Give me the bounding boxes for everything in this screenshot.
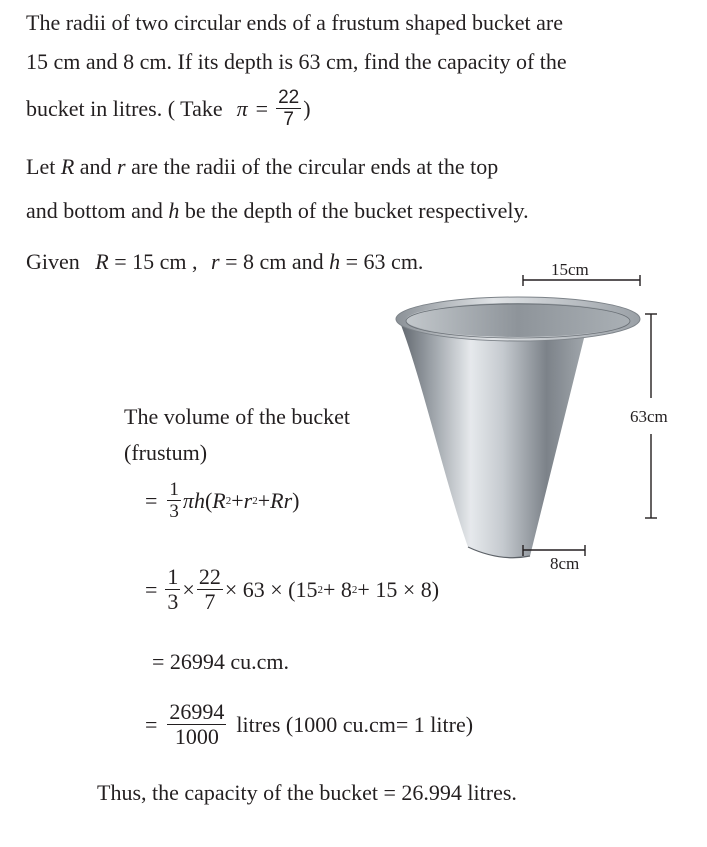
var-r: r (117, 154, 126, 179)
formula-fraction-num: 1 (169, 479, 179, 500)
problem-line-1: The radii of two circular ends of a frustum shaped bucket are (26, 10, 563, 35)
formula-fraction (167, 480, 181, 521)
label-15cm: 15cm (551, 260, 589, 279)
label-8cm: 8cm (550, 554, 580, 573)
litres-eq: = (145, 711, 158, 737)
subst-times: × (182, 576, 195, 602)
formula-close: ) (292, 487, 300, 513)
given-R-val: = 15 cm , (108, 249, 198, 274)
and-line-p1: and bottom and (26, 198, 169, 223)
let-line (26, 154, 498, 180)
subst-fraction-1-den: 3 (167, 589, 179, 614)
volume-label-1: The volume of the bucket (124, 404, 351, 429)
problem-line-3-text: bucket in litres. ( Take (26, 95, 223, 121)
problem-line-2: 15 cm and 8 cm. If its depth is 63 cm, find the capacity of the (26, 49, 567, 74)
pi-symbol: π (236, 95, 248, 121)
formula-R: R (212, 487, 226, 513)
subst-fraction-2-num: 22 (198, 564, 221, 589)
given-R: R (95, 249, 109, 274)
formula-r: r (243, 487, 253, 513)
bucket-shape (396, 297, 640, 558)
conclusion: Thus, the capacity of the bucket = 26.994 litres. (97, 780, 517, 805)
litres-text: litres (1000 cu.cm= 1 litre) (236, 711, 474, 737)
litres-fraction (167, 701, 226, 748)
given-r: r (211, 249, 220, 274)
subst-fraction-1 (165, 566, 180, 613)
and-line (26, 198, 529, 224)
let-line-p1: Let (26, 154, 61, 179)
substitution-line: = $\frac{1}{3}$ × $\frac{22}{7}$ × 63 × (15 2 + 8 2 + 15 × 8) (145, 564, 440, 614)
subst-rest-c: + 15 × 8) (357, 576, 440, 602)
pi-fraction-num: 22 (278, 87, 300, 108)
litres-line (145, 701, 473, 748)
subst-rest-b: + 8 (322, 576, 352, 602)
formula-open: ( (204, 487, 213, 513)
subst-rest-a: × 63 × (15 (224, 576, 318, 602)
subst-fraction-2-den: 7 (204, 589, 216, 614)
subst-fraction-2 (197, 566, 223, 613)
pi-equals: = (255, 95, 269, 121)
litres-fraction-den: 1000 (174, 724, 219, 749)
volume-label-2: (frustum) (124, 440, 208, 465)
formula-eq: = (145, 487, 158, 513)
formula-pi: π (182, 487, 194, 513)
formula-plus-1: + (231, 487, 244, 513)
given-line (26, 249, 423, 275)
formula-plus-2: + (257, 487, 271, 513)
and-line-p2: be the depth of the bucket respectively. (179, 198, 529, 223)
given-label: Given (26, 249, 80, 274)
given-r-val: = 8 cm and (219, 249, 330, 274)
result-cucm: = 26994 cu.cm. (152, 649, 290, 674)
pi-close-paren: ) (303, 95, 311, 121)
pi-fraction (276, 88, 301, 129)
pi-fraction-den: 7 (283, 109, 294, 130)
subst-fraction-1-num: 1 (167, 564, 179, 589)
let-line-p3: are the radii of the circular ends at the top (125, 154, 499, 179)
given-h: h (329, 249, 341, 274)
litres-fraction-num: 26994 (169, 699, 225, 724)
formula-Rr: Rr (270, 487, 293, 513)
formula-h: h (193, 487, 205, 513)
var-R: R (60, 154, 75, 179)
given-h-val: = 63 cm. (340, 249, 424, 274)
label-63cm: 63cm (630, 407, 668, 426)
subst-eq: = (145, 576, 158, 602)
var-h: h (168, 198, 180, 223)
let-line-p2: and (74, 154, 118, 179)
formula-fraction-den: 3 (169, 501, 179, 522)
problem-line-3 (26, 88, 311, 129)
formula-line: = $\frac{1}{3}$ π h ( R 2 + r 2 + Rr ) (145, 479, 300, 522)
